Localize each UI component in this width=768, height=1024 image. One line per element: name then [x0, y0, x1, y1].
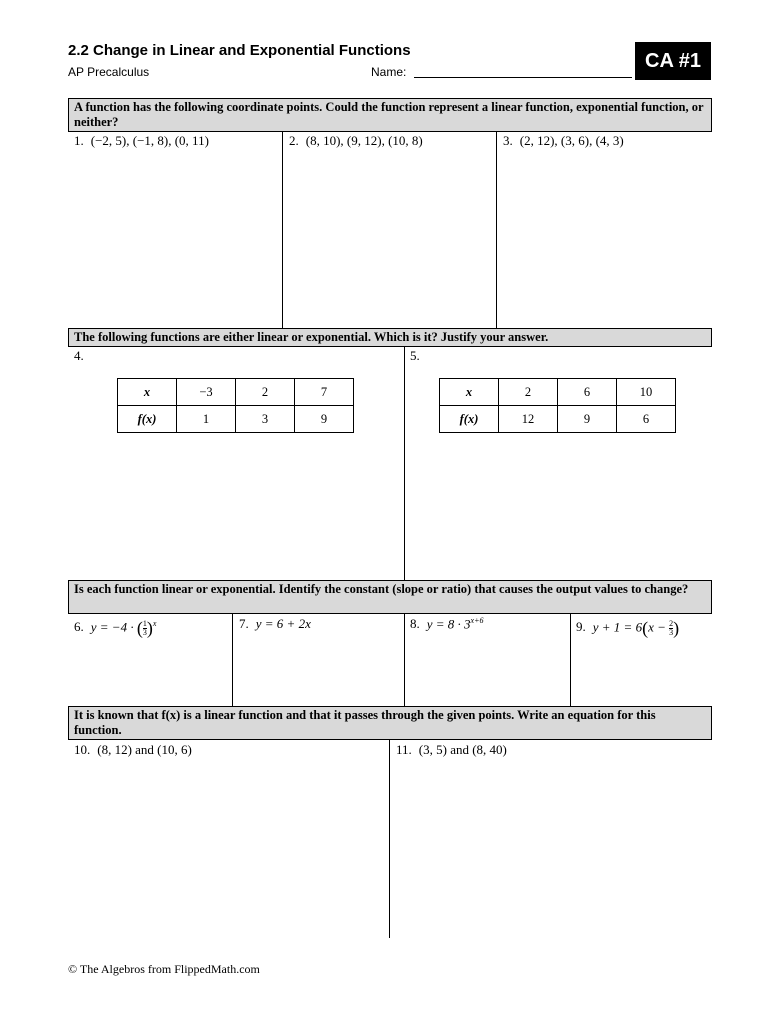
table-cell: 6 — [558, 379, 617, 406]
problem-text: (−2, 5), (−1, 8), (0, 11) — [90, 133, 209, 148]
fx-header: f(x) — [440, 406, 499, 433]
equation-inner: x − — [648, 619, 666, 635]
divider — [404, 614, 405, 706]
x-header: x — [118, 379, 177, 406]
problem-number: 10. — [74, 742, 91, 757]
table-row — [118, 406, 354, 433]
divider — [404, 347, 405, 580]
exponent: x+6 — [470, 616, 484, 625]
x-header: x — [440, 379, 499, 406]
fraction-denominator: 3 — [669, 628, 674, 637]
table-cell: 6 — [617, 406, 676, 433]
divider — [496, 132, 497, 328]
worksheet-title: 2.2 Change in Linear and Exponential Functions — [68, 42, 411, 59]
table-cell: 9 — [558, 406, 617, 433]
divider — [232, 614, 233, 706]
table-row — [118, 379, 354, 406]
table-row — [440, 406, 676, 433]
problem-6 — [74, 618, 156, 639]
equation-lhs: y = −4 · — [90, 619, 134, 635]
divider — [282, 132, 283, 328]
problem-number: 9. — [576, 619, 586, 635]
course-name: AP Precalculus — [68, 65, 150, 79]
close-paren: ) — [146, 618, 153, 638]
table-cell: 2 — [499, 379, 558, 406]
divider — [389, 740, 390, 938]
open-paren: ( — [136, 618, 143, 638]
table-cell: 12 — [499, 406, 558, 433]
divider — [570, 614, 571, 706]
fraction-numerator: 1 — [142, 619, 147, 628]
problem-number: 3. — [503, 133, 513, 148]
problem-10 — [74, 742, 192, 758]
problem-8 — [410, 616, 484, 632]
section1-instruction: A function has the following coordinate points. Could the function represent a linear function, exponential function, or neither? — [68, 98, 712, 132]
table-cell: 1 — [177, 406, 236, 433]
problem-number: 2. — [289, 133, 299, 148]
problem-text: (3, 5) and (8, 40) — [418, 742, 507, 757]
table-cell: 7 — [295, 379, 354, 406]
section2-instruction: The following functions are either linear or exponential. Which is it? Justify your answer. — [68, 328, 712, 347]
problem-text: (2, 12), (3, 6), (4, 3) — [519, 133, 624, 148]
problem-7 — [239, 616, 311, 632]
problem-2 — [289, 133, 423, 149]
equation-lhs: y + 1 = 6 — [592, 619, 643, 635]
fx-header: f(x) — [118, 406, 177, 433]
equation-base: y = 8 · 3 — [426, 616, 471, 632]
problem-3 — [503, 133, 624, 149]
section3-instruction: Is each function linear or exponential. Identify the constant (slope or ratio) that causes the output values to change? — [68, 580, 712, 614]
fraction-denominator: 3 — [142, 628, 147, 637]
ca-badge: CA #1 — [635, 42, 711, 80]
problem-9 — [576, 618, 679, 639]
problem-number: 6. — [74, 619, 84, 635]
problem-text: (8, 10), (9, 12), (10, 8) — [305, 133, 423, 148]
close-paren: ) — [673, 618, 680, 638]
equation: y = 6 + 2x — [255, 616, 311, 631]
problem-number: 7. — [239, 616, 249, 631]
problem-text: (8, 12) and (10, 6) — [97, 742, 192, 757]
problem-1 — [74, 133, 209, 149]
table-cell: −3 — [177, 379, 236, 406]
problem-4-table — [117, 378, 354, 433]
problem-4-number: 4. — [74, 348, 84, 363]
problem-number: 8. — [410, 616, 420, 632]
table-cell: 10 — [617, 379, 676, 406]
name-label: Name: — [371, 65, 407, 79]
problem-5-table — [439, 378, 676, 433]
section4-instruction: It is known that f(x) is a linear function and that it passes through the given points. Write an equation for this function. — [68, 706, 712, 740]
fraction-numerator: 2 — [669, 619, 674, 628]
problem-number: 1. — [74, 133, 84, 148]
open-paren: ( — [642, 618, 649, 638]
table-cell: 2 — [236, 379, 295, 406]
table-cell: 3 — [236, 406, 295, 433]
exponent: x — [152, 619, 157, 629]
table-row — [440, 379, 676, 406]
problem-11 — [396, 742, 507, 758]
copyright-footer: © The Algebros from FlippedMath.com — [68, 962, 260, 976]
name-line[interactable] — [414, 77, 632, 78]
problem-5-number: 5. — [410, 348, 420, 363]
table-cell: 9 — [295, 406, 354, 433]
problem-number: 11. — [396, 742, 412, 757]
